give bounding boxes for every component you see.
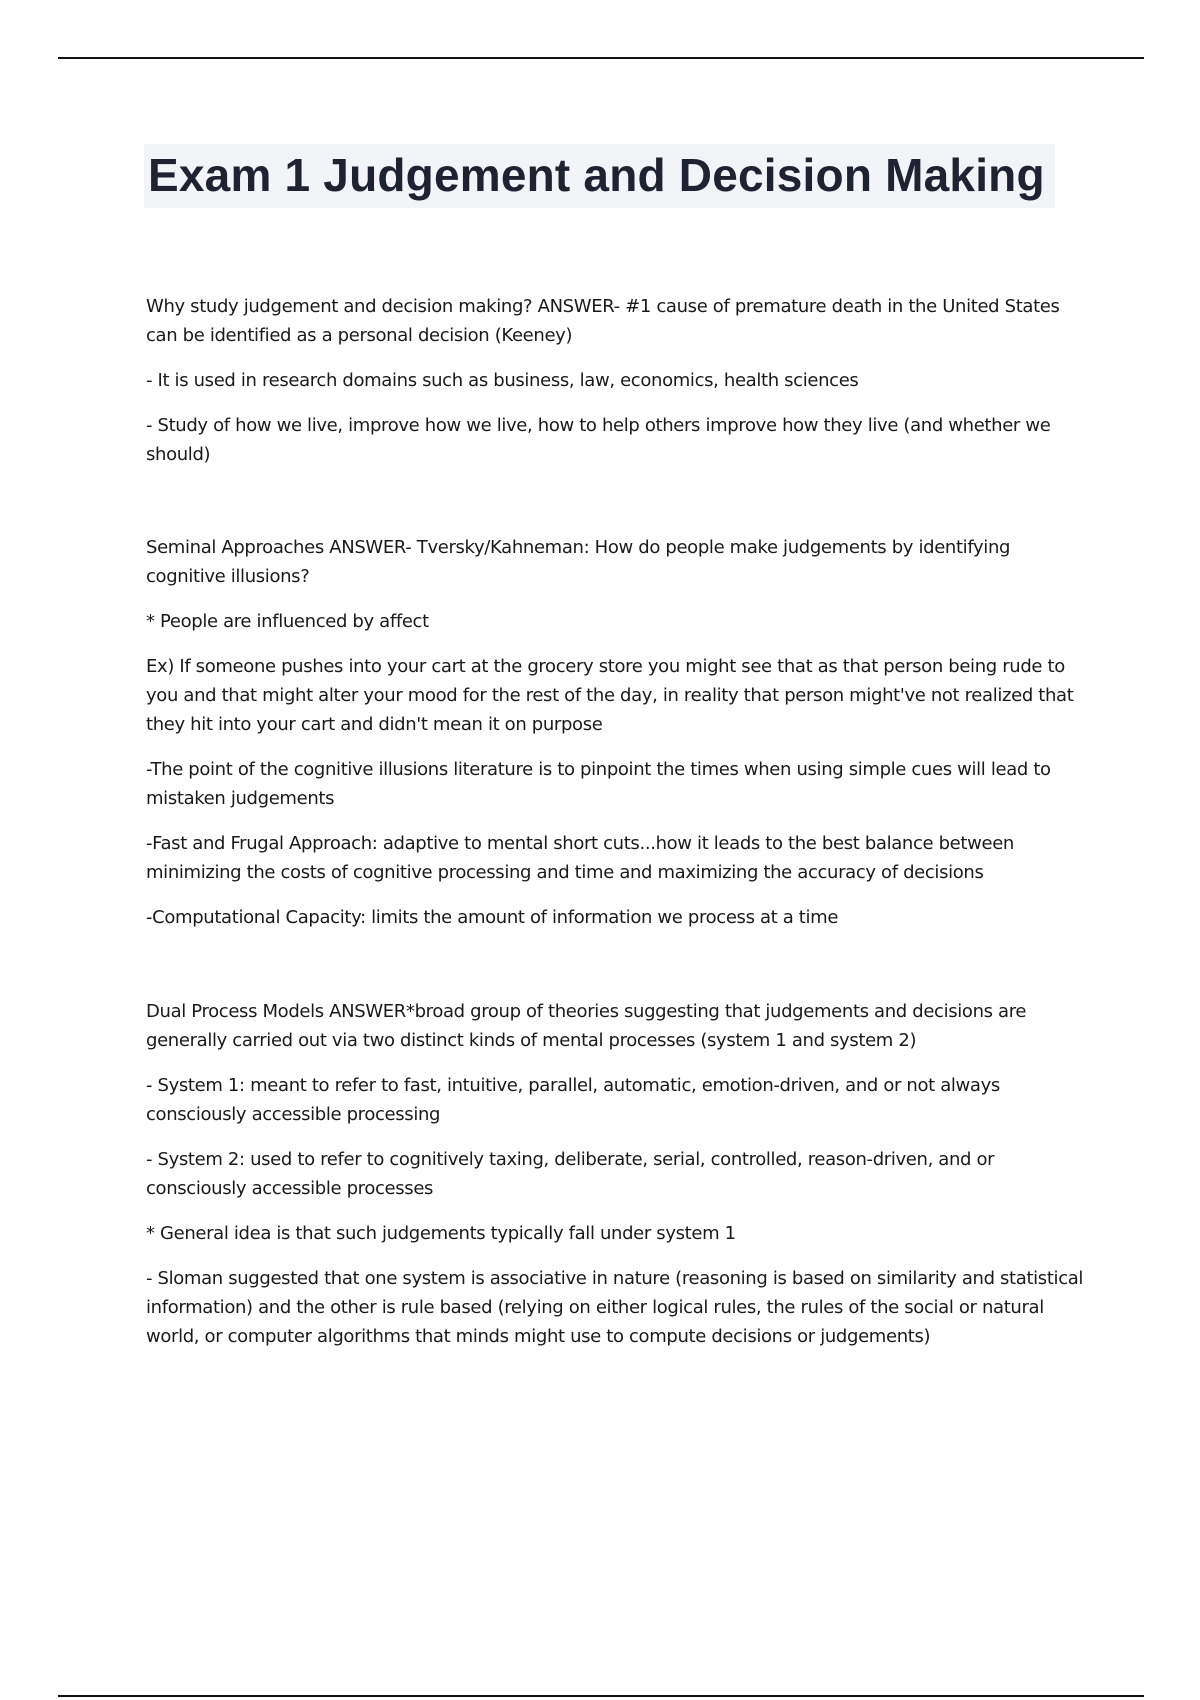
paragraph: Ex) If someone pushes into your cart at the grocery store you might see that as that person being rude to you and that might alter your mood for the rest of the day, in reality that person might've not realized that they hit into your cart and didn't mean it on purpose: [146, 656, 1074, 735]
paragraph: Seminal Approaches ANSWER- Tversky/Kahneman: How do people make judgements by identifying cognitive illusions?: [146, 537, 1011, 587]
paragraph: -Fast and Frugal Approach: adaptive to mental short cuts...how it leads to the best balance between minimizing the costs of cognitive processing and time and maximizing the accuracy of decisions: [146, 833, 1014, 883]
bottom-divider: [58, 1695, 1144, 1697]
paragraph: * General idea is that such judgements typically fall under system 1: [146, 1223, 736, 1244]
paragraph: -Computational Capacity: limits the amount of information we process at a time: [146, 907, 839, 928]
section-seminal-approaches: [146, 533, 1090, 948]
paragraph: - System 1: meant to refer to fast, intuitive, parallel, automatic, emotion-driven, and or not always consciously accessible processing: [146, 1075, 1000, 1125]
paragraph: Why study judgement and decision making? ANSWER- #1 cause of premature death in the United States can be identified as a personal decision (Keeney): [146, 296, 1060, 346]
paragraph: Dual Process Models ANSWER*broad group of theories suggesting that judgements and decisions are generally carried out via two distinct kinds of mental processes (system 1 and system 2): [146, 1001, 1027, 1051]
paragraph: - Sloman suggested that one system is associative in nature (reasoning is based on similarity and statistical information) and the other is rule based (relying on either logical rules, the rules of the social or natural world, or computer algorithms that minds might use to compute decisions or judgements): [146, 1268, 1084, 1347]
paragraph: -The point of the cognitive illusions literature is to pinpoint the times when using simple cues will lead to mistaken judgements: [146, 759, 1051, 809]
section-dual-process-models: [146, 997, 1090, 1367]
document-title: Exam 1 Judgement and Decision Making: [144, 144, 1055, 208]
section-why-study: [146, 292, 1090, 485]
paragraph: * People are influenced by affect: [146, 611, 429, 632]
paragraph: - Study of how we live, improve how we live, how to help others improve how they live (and whether we should): [146, 415, 1051, 465]
paragraph: - System 2: used to refer to cognitively taxing, deliberate, serial, controlled, reason-driven, and or consciously accessible processes: [146, 1149, 995, 1199]
top-divider: [58, 57, 1144, 59]
paragraph: - It is used in research domains such as business, law, economics, health sciences: [146, 370, 859, 391]
